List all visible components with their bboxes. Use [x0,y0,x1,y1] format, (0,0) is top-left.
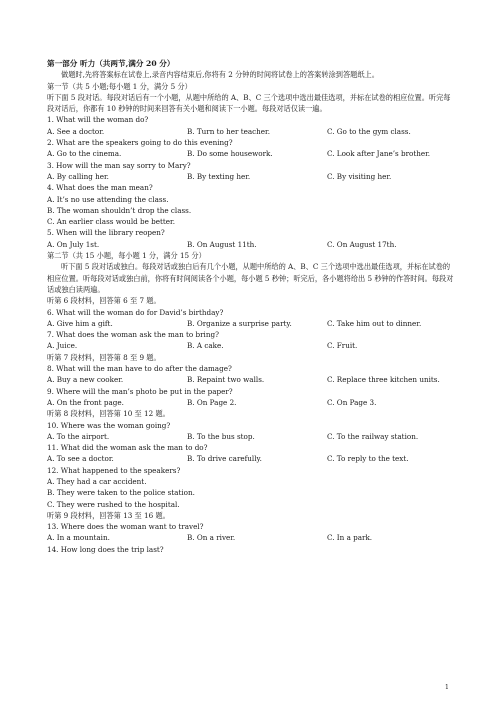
option-a: A. Give him a gift. [47,318,113,328]
option-c: C. On August 17th. [327,239,397,249]
option-a: A. On July 1st. [47,239,100,249]
options-5 [47,239,457,250]
option-b: B. They were taken to the police station. [47,488,195,498]
option-a: A. To see a doctor. [47,454,114,464]
options-6 [47,318,457,329]
options-13 [47,532,457,543]
option-a: A. On the front page. [47,397,124,407]
option-a: A. Go to the cinema. [47,149,122,159]
option-c: C. Take him out to dinner. [327,318,422,328]
option-c: C. On Page 3. [327,397,377,407]
intro-text: 做题时,先将答案标在试卷上,录音内容结束后,你将有 2 分钟的时间将试卷上的答案转涂到答题纸上。 [61,70,379,80]
option-b: B. By texting her. [187,171,251,181]
option-a: A. Buy a new cooker. [47,375,124,385]
option-a: A. They had a car accident. [47,476,147,486]
option-c: C. Look after Jane’s brother. [327,149,431,159]
question-12: 12. What happened to the speakers? [47,465,181,475]
question-14: 14. How long does the trip last? [47,544,164,554]
option-a: A. By calling her. [47,171,109,181]
option-a: A. Juice. [47,341,78,351]
option-b: B. Do some housework. [187,149,273,159]
option-b: B. A cake. [187,341,224,351]
options-7 [47,340,457,351]
material-9-note: 听第 9 段材料，回答第 13 至 16 题。 [47,510,170,520]
material-7-note: 听第 7 段材料，回答第 8 至 9 题。 [47,352,161,362]
question-7: 7. What does the woman ask the man to bring? [47,330,219,340]
option-b: B. Turn to her teacher. [187,126,270,136]
option-c: C. To reply to the text. [327,454,409,464]
option-b: B. To drive carefully. [187,454,262,464]
option-b: B. On Page 2. [187,397,237,407]
options-10 [47,431,457,442]
question-13: 13. Where does the woman want to travel? [47,522,204,532]
section1-instructions: 听下面 5 段对话。每段对话后有一个小题，从题中所给的 A、B、C 三个选项中选出最佳选项，并标在试卷的相应位置。听完每段对话后，你都有 10 秒钟的时间来回答有关小题和阅读下一小题。每段对话仅读一遍。 [47,92,451,114]
material-6-note: 听第 6 段材料，回答第 6 至 7 题。 [47,296,161,306]
section2-instructions: 听下面 5 段对话或独白。每段对话或独白后有几个小题，从题中所给的 A、B、C 三个选项中选出最佳选项，并标在试卷的相应位置。听每段对话或独白前，你将有时间阅读各个小题，每小题 5 秒钟；听完后，各小题将给出 5 秒钟的作答时间。每段对话或独白读两遍。 [47,262,454,294]
question-2: 2. What are the speakers going to do this evening? [47,138,233,148]
option-c: C. By visiting her. [327,171,392,181]
part-heading: 第一部分 听力（共两节,满分 20 分） [47,59,175,68]
option-b: B. Organize a surprise party. [187,318,292,328]
option-b: B. Repaint two walls. [187,375,265,385]
option-b: B. On August 11th. [187,239,257,249]
question-9: 9. Where will the man’s photo be put in the paper? [47,386,233,396]
options-9 [47,397,457,408]
page-number: 1 [445,684,449,691]
option-b: B. On a river. [187,533,236,543]
option-c: C. Replace three kitchen units. [327,375,440,385]
question-3: 3. How will the man say sorry to Mary? [47,160,191,170]
question-1: 1. What will the woman do? [47,115,149,125]
option-a: A. It’s no use attending the class. [47,194,169,204]
question-8: 8. What will the man have to do after the damage? [47,364,232,374]
question-11: 11. What did the woman ask the man to do? [47,443,208,453]
section1-title: 第一节（共 5 小题;每小题 1 分，满分 5 分） [47,81,192,91]
options-3 [47,171,457,182]
option-b: B. The woman shouldn’t drop the class. [47,205,192,215]
option-a: A. To the airport. [47,431,110,441]
question-5: 5. When will the library reopen? [47,228,165,238]
question-10: 10. Where was the woman going? [47,420,171,430]
option-b: B. To the bus stop. [187,431,255,441]
options-8 [47,374,457,385]
options-1 [47,126,457,137]
section2-title: 第二节（共 15 小题，每小题 1 分，满分 15 分） [47,251,206,261]
option-a: A. See a doctor. [47,126,105,136]
options-2 [47,148,457,159]
option-c: C. An earlier class would be better. [47,217,175,227]
option-c: C. Fruit. [327,341,358,351]
option-c: C. They were rushed to the hospital. [47,499,180,509]
option-c: C. To the railway station. [327,431,419,441]
option-c: C. Go to the gym class. [327,126,411,136]
options-11 [47,453,457,464]
option-a: A. In a mountain. [47,533,110,543]
option-c: C. In a park. [327,533,373,543]
material-8-note: 听第 8 段材料，回答第 10 至 12 题。 [47,409,170,419]
question-4: 4. What does the man mean? [47,183,153,193]
document-page [47,58,457,555]
question-6: 6. What will the woman do for David’s birthday? [47,307,224,317]
